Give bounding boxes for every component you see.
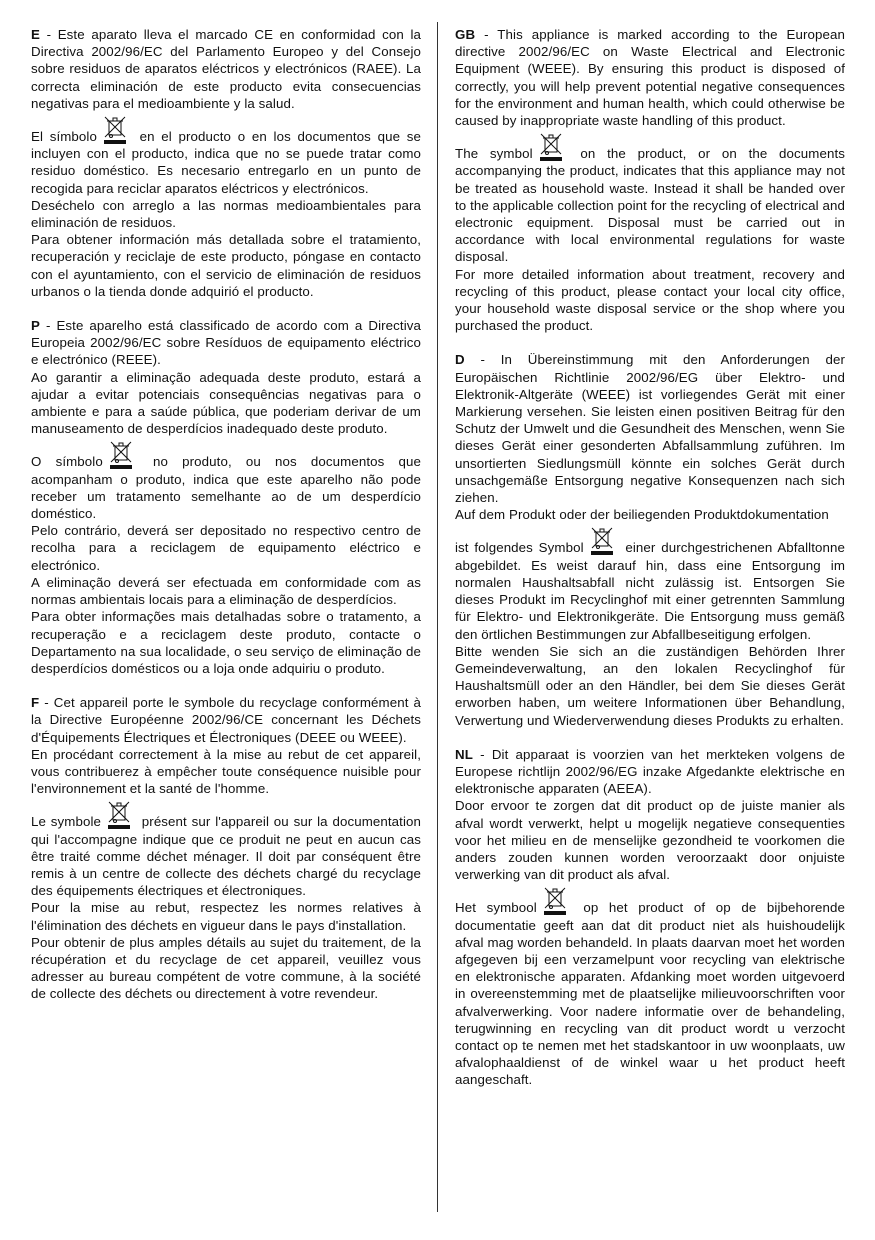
weee-bin-icon [588, 526, 616, 556]
left-column [31, 26, 421, 1020]
right-column [455, 26, 845, 1106]
intro-text: - Dit apparaat is voorzien van het merkteken volgens de Europese richtlijn 2002/96/EG inzake Afgedankte elektrische en elektronische apparaten (AEEA). [455, 746, 845, 797]
lang-code: NL [455, 746, 473, 762]
section-fr: F - Cet appareil porte le symbole du recyclage conformément à la Directive Européenne 2002/96/CE concernant les Déchets d'Équipements Électriques et Électroniques (DEEE ou WEEE). En procédant correctement à la mise au rebut de cet appareil, vous contribuerez à empêcher toute conséquence nuisible pour l'environnement et la santé de l'homme. Le symbole présent sur l'appareil ou sur la documentation qui l'accompagne indique que ce produit ne peut en aucun cas être traité comme déchet ménager. Il doit par conséquent être remis à un centre de collecte des déchets chargé du recyclage des équipements électriques et électroniques. Pour la mise au rebut, respectez les normes relatives à l'élimination des déchets en vigueur dans le pays d'installation. Pour obtenir de plus amples détails au sujet du traitement, de la récupération et du recyclage de cet appareil, veuillez vous adresser au bureau compétent de votre commune, à la société de collecte des déchets ou directement à votre revendeur. [31, 695, 421, 1002]
weee-bin-icon [541, 886, 569, 916]
intro-text: - Cet appareil porte le symbole du recyclage conformément à la Directive Européenne 2002/96/CE concernant les Déchets d'Équipements Électriques et Électroniques (DEEE ou WEEE). [31, 695, 421, 745]
lang-code: D [455, 352, 465, 368]
intro-text: - In Übereinstimmung mit den Anforderungen der Europäischen Richtlinie 2002/96/EG über Elektro- und Elektronik-Altgeräte (WEEE) ist vorliegendes Gerät mit einer Markierung versehen. Sie leisten einen positiven Beitrag für den Schutz der Umwelt und die Gesundheit des Menschen, wenn Sie dieses Gerät einer gesonderten Abfallsammlung zuführen. Im unsortierten Siedlungsmüll könnte ein solches Gerät durch unsachgemäße Entsorgung negative Konsequenzen nach sich ziehen. [455, 352, 845, 506]
section-es: E - Este aparato lleva el marcado CE en conformidad con la Directiva 2002/96/EC del Parlamento Europeo y del Consejo sobre residuos de aparatos eléctricos y electrónicos (RAEE). La correcta eliminación de este producto evita consecuencias negativas para el medioambiente y la salud. El símbolo en el producto o en los documentos que se incluyen con el producto, indica que no se puede tratar como residuo doméstico. Es necesario entregarlo en un punto de recogida para reciclar aparatos eléctricos y electrónicos. Deséchelo con arreglo a las normas medioambientales para eliminación de residuos. Para obtener información más detallada sobre el tratamiento, recuperación y reciclaje de este producto, póngase en contacto con el ayuntamiento, con el servicio de eliminación de residuos urbanos o la tienda donde adquirió el producto. [31, 27, 421, 299]
intro-text: - Este aparato lleva el marcado CE en conformidad con la Directiva 2002/96/EC del Parlamento Europeo y del Consejo sobre residuos de aparatos eléctricos y electrónicos (RAEE). La correcta eliminación de este producto evita consecuencias negativas para el medioambiente y la salud. [31, 27, 421, 111]
weee-bin-icon [537, 132, 565, 162]
lang-code: GB [455, 27, 476, 42]
intro-text: - Este aparelho está classificado de acordo com a Directiva Europeia 2002/96/EC sobre Resíduos de equipamento eléctrico e electrónico (REEE). [31, 318, 421, 368]
intro-text: - This appliance is marked according to the European directive 2002/96/EC on Waste Electrical and Electronic Equipment (WEEE). By ensuring this product is disposed of correctly, you will help prevent potential negative consequences for the environment and human health, which could otherwise be caused by inappropriate waste handling of this product. [455, 27, 845, 129]
section-nl: NL - Dit apparaat is voorzien van het merkteken volgens de Europese richtlijn 2002/96/EG inzake Afgedankte elektrische en elektronische apparaten (AEEA). Door ervoor te zorgen dat dit product op de juiste manier als afval wordt verwerkt, helpt u mogelijk negatieve consequenties voor het milieu en de menselijke gezondheid te voorkomen die anders zouden kunnen worden veroorzaakt door onjuiste verwerking van dit product als afval. Het symbool op het product of op de bijbehorende documentatie geeft aan dat dit product niet als huishoudelijk afval mag worden behandeld. In plaats daarvan moet het worden afgegeven bij een verzamelpunt voor recycling van elektrische en elektronische apparaten. Afdanking moet worden uitgevoerd in overeenstemming met de plaatselijke milieuvoorschriften voor afvalverwerking. Voor nadere informatie over de behandeling, terugwinning en recycling van dit product wordt u verzocht contact op te nemen met het stadskantoor in uw woonplaats, uw afvalophaaldienst of de winkel waar u het product heeft aangeschaft. [455, 746, 845, 1088]
lang-code: P [31, 318, 40, 334]
lang-code: F [31, 695, 40, 711]
weee-bin-icon [107, 440, 135, 470]
section-pt: P - Este aparelho está classificado de acordo com a Directiva Europeia 2002/96/EC sobre Resíduos de equipamento eléctrico e electrónico (REEE). Ao garantir a eliminação adequada deste produto, estará a ajudar a evitar potenciais consequências negativas para o ambiente e para a saúde pública, que poderiam derivar de um manuseamento de desperdícios inadequado deste produto. O símbolo no produto, ou nos documentos que acompanham o produto, indica que este aparelho não pode receber um tratamento semelhante ao de um desperdício doméstico. Pelo contrário, deverá ser depositado no respectivo centro de recolha para a reciclagem de equipamento eléctrico e electrónico. A eliminação deverá ser efectuada em conformidade com as normas ambientais locais para a eliminação de desperdícios. Para obter informações mais detalhadas sobre o tratamento, a recuperação e a reciclagem deste produto, contacte o Departamento na sua localidade, o seu serviço de eliminação de desperdícios domésticos ou a loja onde adquiriu o produto. [31, 318, 421, 676]
weee-bin-icon [101, 115, 129, 145]
lang-code: E [31, 27, 40, 42]
weee-bin-icon [105, 800, 133, 830]
section-de: D - In Übereinstimmung mit den Anforderungen der Europäischen Richtlinie 2002/96/EG über Elektro- und Elektronik-Altgeräte (WEEE) ist vorliegendes Gerät mit einer Markierung versehen. Sie leisten einen positiven Beitrag für den Schutz der Umwelt und die Gesundheit des Menschen, wenn Sie dieses Gerät einer gesonderten Abfallsammlung zuführen. Im unsortierten Siedlungsmüll könnte ein solches Gerät durch unsachgemäße Entsorgung negative Konsequenzen nach sich ziehen. Auf dem Produkt oder der beiliegenden Produktdokumentation ist folgendes Symbol einer durchgestrichenen Abfalltonne abgebildet. Es weist darauf hin, dass eine Entsorgung im normalen Haushaltsabfall nicht zulässig ist. Entsorgen Sie dieses Produkt im Recyclinghof mit einer getrennten Sammlung für Elektro- und Elektronikgeräte. Die Entsorgung muss gemäß den örtlichen Bestimmungen zur Abfallbeseitigung erfolgen. Bitte wenden Sie sich an die zuständigen Behörden Ihrer Gemeindeverwaltung, an den lokalen Recyclinghof für Haushaltsmüll oder an den Händler, bei dem Sie dieses Gerät erworben haben, um weitere Informationen über Behandlung, Verwertung und Wiederverwendung dieses Produkts zu erhalten. [455, 352, 845, 728]
column-divider [437, 22, 438, 1212]
section-gb: GB - This appliance is marked according to the European directive 2002/96/EC on Waste Electrical and Electronic Equipment (WEEE). By ensuring this product is disposed of correctly, you will help prevent potential negative consequences for the environment and human health, which could otherwise be caused by inappropriate waste handling of this product. The symbol on the product, or on the documents accompanying the product, indicates that this appliance may not be treated as household waste. Instead it shall be handed over to the applicable collection point for the recycling of electrical and electronic equipment. Disposal must be carried out in accordance with local environmental regulations for waste disposal. For more detailed information about treatment, recovery and recycling of this product, please contact your local city office, your household waste disposal service or the shop where you purchased the product. [455, 27, 846, 334]
